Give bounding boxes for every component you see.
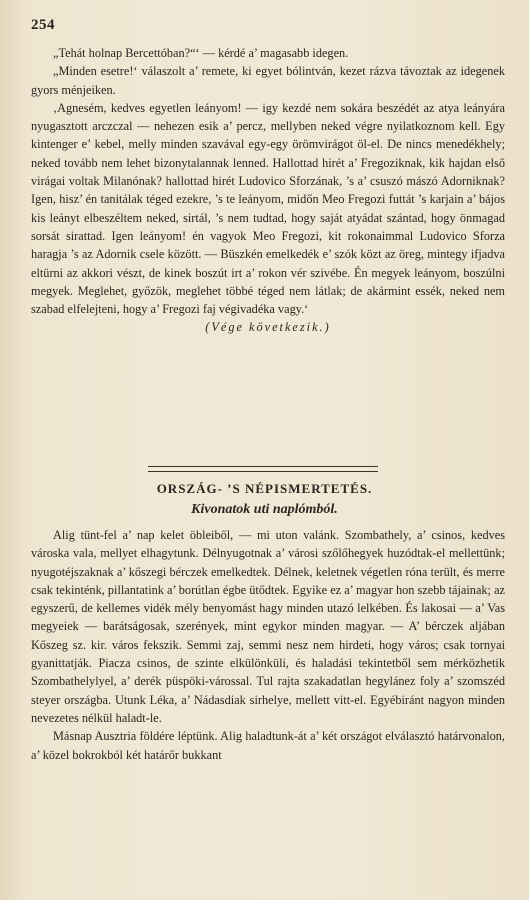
paragraph: Alig tünt-fel a’ nap kelet öbleiből, — mi uton valánk. Szombathely, a’ csinos, kedves városka vala, mellyet elhagytunk. Délnyugotnak a’ városi szőlőhegyek huzódtak-el mellettünk; nyugotéjszaknak a’ kőszegi bérczek emelkedtek. Délnek, keletnek végetlen róna terült, és merre csak tekinténk, pillantatink a’ borútlan égbe ütődtek. Egyike ez a’ magyar hon szebb tájainak; az egyszerű, de kellemes vidék mély benyomást hagy minden utazó lelkében. És lakosai — a’ Vas megyeiek — barátságosak, szerények, mint egykor minden magyar. — A’ bérczek aljában Kőszeg sz. kir. város fekszik. Semmi zaj, semmi nesz nem hirdeti, hogy város; csak tornyai gyanittatják. Piacza csinos, de szinte elkülönküli, és haladási tekintetből sem mérközhetik Szombathelylyel, a’ derék püspöki-várossal. Tul rajta szakadatlan hegylánez foly a’ szomszéd steyer országba. Utunk Léka, a’ Nádasdiak sirhelye, mellett vitt-el. Egyébiránt nagyon minden nevezetes nélkül haladt-le. (31, 528, 505, 725)
divider (148, 471, 378, 472)
story-text (31, 44, 505, 337)
divider (148, 466, 378, 467)
to-be-continued-note: (Vége következik.) (205, 320, 331, 335)
paragraph: „Minden esetre!‘ válaszolt a’ remete, ki egyet bólintván, kezet rázva távoztak az idegenek gyors ménjeiken. (31, 64, 505, 97)
paragraph: ‚Agnesém, kedves egyetlen leányom! — igy kezdé nem sokára beszédét az atya leányára nyugasztott arczczal — nehezen esik a’ percz, mellyben neked végre nyilatkoznom kell. Egy kintenger e’ kebel, melly minden szavával egy-egy örömvirágot öl-el. De nincs menedékhely; neked tovább nem lehet bizonytalannak lenned. Hallottad hirét a’ Fregoziknak, kik hajdan első virágai voltak Milanónak? hallottad hirét Ludovico Sforzának, ’s a’ csuszó mászó Adorniknak? Igen, hisz’ én tanitálak téged ezekre, ’s te leányom, midőn Meo Fregozi futtát ’s karjain a’ bájos kis leányt elbeszéltem neked, sirtál, ’s nem tudtad, hogy saját atyádat szántad, hogy önmagad sorsát sirattad. Igen leányom! én vagyok Meo Fregozi, kit rokonaimmal Ludovico Sforza haragja ’s az Adornik csele között. — Büszkén emelkedék e’ szók közt az öreg, mintegy ifjadva eltürni az akkori vészt, de kinek boszút irt a’ rokon vér szivébe. Én megyek leányom, boszúlni megyek. Meglehet, győzök, meglehet többé téged nem látlak; de akármint essék, neked nem szabad elfelejteni, hogy a’ Fregozi faj végivadéka vagy.‘ (31, 100, 505, 317)
section-subtitle: Kivonatok uti naplómból. (191, 502, 338, 517)
paragraph: Másnap Ausztria földére léptünk. Alig haladtunk-át a’ két országot elválasztó határvonalon, a’ közel bokrokból két határőr bukkant (31, 729, 505, 762)
section-text (31, 526, 505, 764)
paragraph: „Tehát holnap Bercettóban?“‘ — kérdé a’ magasabb idegen. (53, 46, 349, 60)
section-title: ORSZÁG- ’S NÉPISMERTETÉS. (156, 481, 373, 496)
page-number: 254 (31, 17, 55, 33)
